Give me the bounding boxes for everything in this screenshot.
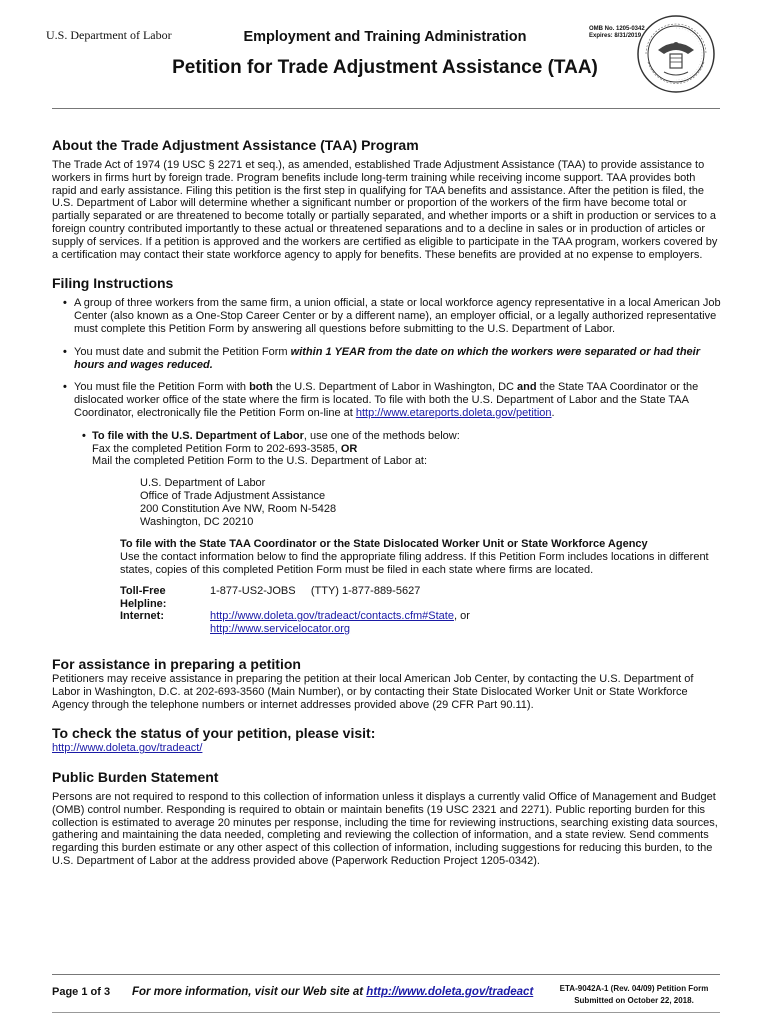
dol-filing-heading: To file with the U.S. Department of Labor <box>92 429 304 442</box>
filing-bullet-3-both: both <box>249 381 273 394</box>
filing-bullet-2 <box>74 346 722 372</box>
footer-info <box>132 986 533 998</box>
internet-values <box>210 610 722 636</box>
footer-info-text: For more information, visit our Web site at <box>132 986 367 998</box>
about-section <box>52 137 722 261</box>
filing-heading: Filing Instructions <box>52 275 174 292</box>
tollfree-label: Toll-Free Helpline: <box>120 584 167 610</box>
filing-bullet-3 <box>74 381 722 419</box>
burden-section <box>52 769 722 868</box>
main-content <box>52 137 722 882</box>
filing-section <box>52 275 722 636</box>
dol-filing-methods <box>92 430 722 529</box>
filing-list <box>52 297 722 419</box>
state-filing <box>120 538 722 576</box>
filing-bullet-3-b: the U.S. Department of Labor in Washington, DC <box>272 381 518 394</box>
assist-heading: For assistance in preparing a petition <box>52 655 301 672</box>
submitted-date: Submitted on October 22, 2018. <box>574 996 694 1005</box>
omb-number: OMB No. 1205-0342 <box>589 26 645 32</box>
filing-bullet-3-and: and <box>517 381 537 394</box>
state-filing-heading: To file with the State TAA Coordinator or the State Dislocated Worker Unit or State Workforce Agency <box>120 538 648 551</box>
burden-heading: Public Burden Statement <box>52 769 219 786</box>
filing-bullet-2-text: You must date and submit the Petition Form <box>74 345 291 358</box>
internet-label: Internet: <box>120 610 164 623</box>
footer-website-link[interactable]: http://www.doleta.gov/tradeact <box>366 986 534 998</box>
header-divider <box>52 108 720 109</box>
page-title: Petition for Trade Adjustment Assistance (TAA) <box>172 57 598 78</box>
omb-expires: Expires: 8/31/2019 <box>589 33 642 39</box>
internet-or: , or <box>453 610 470 623</box>
status-link[interactable]: http://www.doleta.gov/tradeact/ <box>52 742 203 755</box>
administration-name: Employment and Training Administration <box>243 29 527 45</box>
filing-bullet-3-end: . <box>551 406 555 419</box>
filing-bullet-1-text: A group of three workers from the same firm, a union official, a state or local workforce agency representative in a local American Job Center (also known as a One-Stop Career Center or by a different name), an employer official, or a legally authorized representative must complete this Petition Form by answering all questions before submitting to the U.S. Department of Labor. <box>74 297 721 335</box>
footer-divider <box>52 974 720 975</box>
state-contacts-link[interactable]: http://www.doleta.gov/tradeact/contacts.cfm#State <box>210 610 454 623</box>
address-line-3: 200 Constitution Ave NW, Room N-5428 <box>140 502 337 515</box>
agency-name: U.S. Department of Labor <box>46 28 172 42</box>
address-line-1: U.S. Department of Labor <box>140 477 266 490</box>
address-line-2: Office of Trade Adjustment Assistance <box>140 489 326 502</box>
tollfree-value: 1-877-US2-JOBS (TTY) 1-877-889-5627 <box>210 584 421 597</box>
page-number: Page 1 of 3 <box>52 986 111 998</box>
status-heading: To check the status of your petition, please visit: <box>52 725 376 742</box>
dol-seal-icon <box>636 14 716 94</box>
form-id: ETA-9042A-1 (Rev. 04/09) Petition Form <box>559 984 709 993</box>
burden-body: Persons are not required to respond to this collection of information unless it displays a currently valid Office of Management and Budget (OMB) control number. Responding is required to obtain or maintain benefits (19 USC 2321 and 2271). Public reporting burden for this collection is estimated to average 20 minutes per response, including the time for reviewing instructions, searching existing data sources, gathering and maintaining the data needed, completing and reviewing the collection of information, and a state review. Send comments regarding this burden estimate or any other aspect of this collection of information, including suggestions for reducing this burden, to the U.S. Department of Labor at the address provided above (Paperwork Reduction Project 1205-0342). <box>52 791 718 868</box>
state-filing-body: Use the contact information below to find the appropriate filing address. If this Petition Form includes locations in different states, copies of this completed Petition Form must be filed in each state where firms are located. <box>120 551 709 576</box>
filing-bullet-1 <box>74 297 722 335</box>
fax-or: OR <box>340 442 358 455</box>
footer-bottom-line <box>52 1012 720 1013</box>
status-section <box>52 725 722 755</box>
servicelocator-link[interactable]: http://www.servicelocator.org <box>210 623 351 636</box>
mail-instruction: Mail the completed Petition Form to the U.S. Department of Labor at: <box>92 455 428 468</box>
dol-filing-heading-rest: , use one of the methods below: <box>303 429 460 442</box>
mailing-address <box>140 477 722 528</box>
filing-bullet-3-a: You must file the Petition Form with <box>74 381 250 394</box>
form-identifier <box>543 983 725 1007</box>
address-line-4: Washington, DC 20210 <box>140 515 254 528</box>
filing-deadline-emphasis: within 1 YEAR from the date on which the workers were separated or had their hours and wages reduced. <box>74 345 700 371</box>
assist-section <box>52 656 722 711</box>
contact-table <box>120 585 722 636</box>
about-body: The Trade Act of 1974 (19 USC § 2271 et seq.), as amended, established Trade Adjustment Assistance (TAA) to provide assistance to workers in firms hurt by foreign trade. Program benefits include long-term training while receiving income support. TAA provides both rapid and early assistance. Filing this petition is the first step in qualifying for TAA benefits and assistance. After the petition is filed, the U.S. Department of Labor will determine whether a significant number or proportion of the workers of the firm have become total or partially separated or are threatened to become totally or partially separated, and whether imports or a shift in production or services to a foreign country contributed importantly to these actual or threatened separations and to a decline in sales or in production of articles or supply of services. If a petition is approved and the workers are certified as eligible to participate in the TAA program, workers covered by a certification may contact their state workforce agency to apply for benefits. These benefits are provided at no expense to employers. <box>52 159 718 261</box>
petition-link[interactable]: http://www.etareports.doleta.gov/petition <box>355 406 552 419</box>
assist-body: Petitioners may receive assistance in preparing the petition at their local American Job Center, by contacting the U.S. Department of Labor in Washington, D.C. at 202-693-3560 (Main Number), or by contacting their State Dislocated Worker Unit or State Workforce Agency through the telephone numbers or internet addresses provided above (29 CFR Part 90.11). <box>52 672 694 711</box>
about-heading: About the Trade Adjustment Assistance (TAA) Program <box>52 137 419 153</box>
fax-instruction: Fax the completed Petition Form to 202-693-3585, <box>92 442 341 455</box>
filing-bullet-3-c: the State TAA Coordinator or the dislocated worker office of the state where the firm is located. To file with both the U.S. Department of Labor and the State TAA Coordinator, electronically file the Petition Form on-line at <box>74 381 699 419</box>
